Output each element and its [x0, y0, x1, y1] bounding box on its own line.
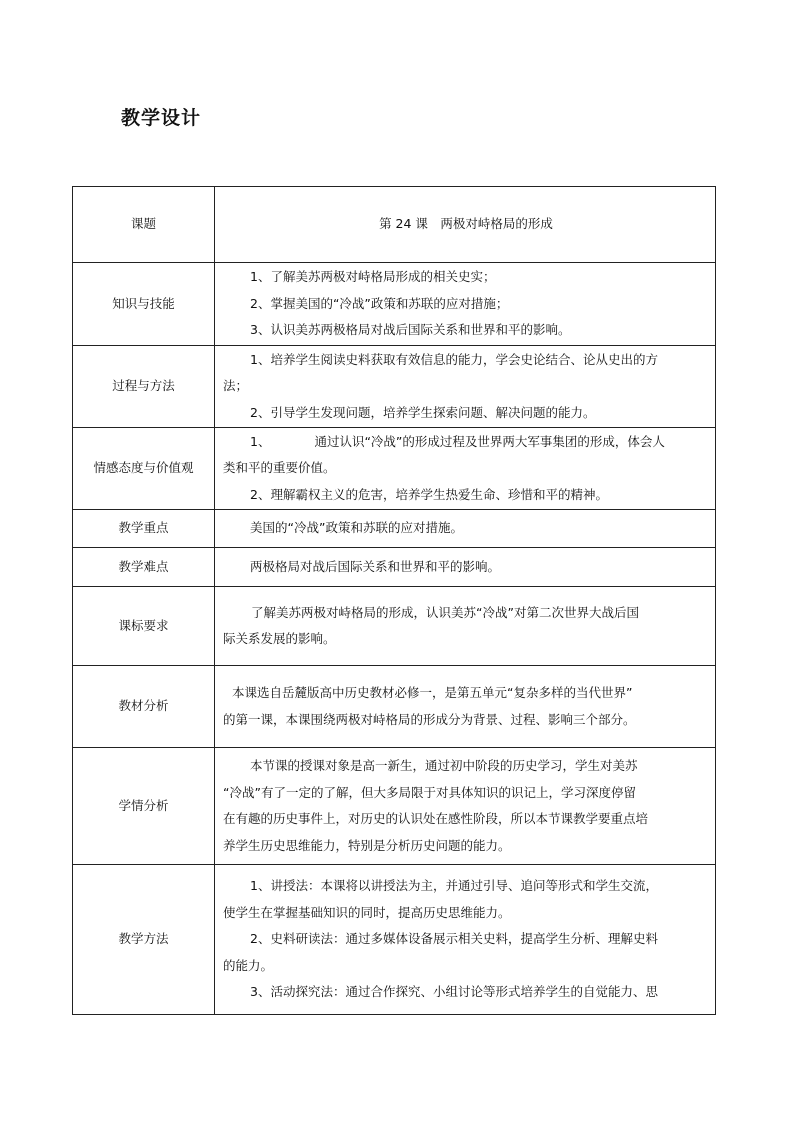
table-row-attitudes-values [73, 428, 716, 510]
row-content-knowledge-skills [215, 263, 716, 346]
content-line: 2、理解霸权主义的危害，培养学生热爱生命、珍惜和平的精神。 [250, 486, 608, 502]
list-marker: 1、 [250, 433, 271, 449]
content-line: 本课选自岳麓版高中历史教材必修一，是第五单元“复杂多样的当代世界” [232, 685, 633, 700]
content-line [223, 429, 709, 456]
content-line: 3、活动探究法：通过合作探究、小组讨论等形式培养学生的自觉能力、思 [250, 984, 658, 1000]
row-label-curriculum-standard: 课标要求 [73, 587, 215, 666]
row-label-topic: 课题 [73, 187, 215, 263]
row-label-teaching-methods: 教学方法 [73, 865, 215, 1015]
content-line: “冷战”有了一定的了解，但大多局限于对具体知识的识记上，学习深度停留 [223, 784, 636, 800]
row-label-attitudes-values: 情感态度与价值观 [73, 428, 215, 510]
content-line: 2、引导学生发现问题，培养学生探索问题、解决问题的能力。 [250, 404, 596, 420]
content-line: 的能力。 [223, 957, 274, 973]
content-line: 本节课的授课对象是高一新生，通过初中阶段的历史学习，学生对美苏 [250, 758, 638, 773]
table-row-difficulties [73, 548, 716, 587]
content-line: 了解美苏两极对峙格局的形成，认识美苏“冷战”对第二次世界大战后国 [251, 604, 639, 620]
content-line: 3、认识美苏两极格局对战后国际关系和世界和平的影响。 [250, 322, 571, 338]
content-line: 1、培养学生阅读史料获取有效信息的能力，学会史论结合、论从史出的方 [250, 351, 658, 367]
content-line: 1、了解美苏两极对峙格局形成的相关史实； [250, 269, 496, 285]
row-content-process-methods [215, 346, 716, 428]
content-line: 使学生在掌握基础知识的同时，提高历史思维能力。 [223, 904, 511, 920]
row-label-textbook-analysis: 教材分析 [73, 666, 215, 748]
table-row-topic [73, 187, 716, 263]
row-label-key-points: 教学重点 [73, 510, 215, 548]
table-row-key-points [73, 510, 716, 548]
content-line: 1、讲授法：本课将以讲授法为主，并通过引导、追问等形式和学生交流， [250, 878, 658, 894]
lesson-plan-table [72, 186, 716, 1015]
row-content-difficulties [215, 548, 716, 587]
row-label-process-methods: 过程与方法 [73, 346, 215, 428]
row-content-attitudes-values [215, 428, 716, 510]
content-line: 在有趣的历史事件上，对历史的认识处在感性阶段，所以本节课教学要重点培 [223, 811, 649, 826]
content-line: 法； [223, 378, 249, 394]
content-line: 两极格局对战后国际关系和世界和平的影响。 [250, 558, 501, 574]
row-content-teaching-methods [215, 865, 716, 1015]
row-content-textbook-analysis [215, 666, 716, 748]
row-content-student-analysis [215, 748, 716, 865]
content-line: 2、掌握美国的“冷战”政策和苏联的应对措施； [250, 295, 509, 311]
table-row-knowledge-skills [73, 263, 716, 346]
content-line: 2、史料研读法：通过多媒体设备展示相关史料，提高学生分析、理解史料 [250, 931, 658, 947]
content-line: 养学生历史思维能力，特别是分析历史问题的能力。 [223, 837, 511, 853]
row-content-key-points [215, 510, 716, 548]
content-line: 际关系发展的影响。 [223, 631, 336, 646]
table-row-curriculum-standard [73, 587, 716, 666]
content-line: 类和平的重要价值。 [223, 460, 336, 476]
row-content-curriculum-standard [215, 587, 716, 666]
content-line: 的第一课，本课围绕两极对峙格局的形成分为背景、过程、影响三个部分。 [223, 711, 636, 727]
table-row-textbook-analysis [73, 666, 716, 748]
row-label-knowledge-skills: 知识与技能 [73, 263, 215, 346]
line-text: 通过认识“冷战”的形成过程及世界两大军事集团的形成，体会人 [314, 433, 665, 449]
content-line: 美国的“冷战”政策和苏联的应对措施。 [250, 520, 463, 536]
row-content-topic [215, 187, 716, 263]
table-row-student-analysis [73, 748, 716, 865]
table-row-process-methods [73, 346, 716, 428]
content-line: 第 24 课 两极对峙格局的形成 [379, 216, 553, 232]
document-title: 教学设计 [121, 107, 202, 129]
row-label-student-analysis: 学情分析 [73, 748, 215, 865]
row-label-difficulties: 教学难点 [73, 548, 215, 587]
table-row-teaching-methods [73, 865, 716, 1015]
